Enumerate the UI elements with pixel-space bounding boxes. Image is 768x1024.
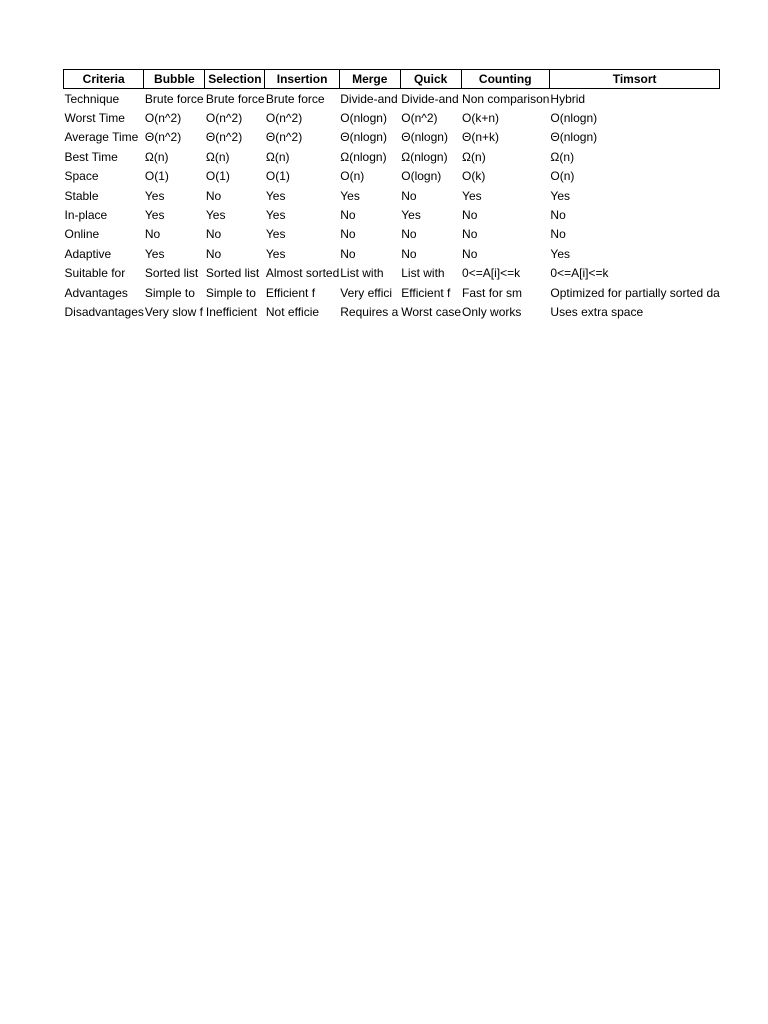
table-cell[interactable]: Yes: [265, 227, 286, 242]
table-cell[interactable]: Θ(n+k): [462, 130, 500, 145]
table-cell[interactable]: No: [550, 208, 566, 223]
table-cell[interactable]: Non comparison: [462, 91, 550, 106]
table-cell[interactable]: Very effici: [340, 285, 393, 300]
table-cell[interactable]: Brute force: [265, 91, 325, 106]
table-cell[interactable]: O(1): [205, 169, 230, 184]
table-row: [64, 128, 720, 147]
column-header-selection[interactable]: Selection: [205, 70, 265, 89]
table-cell[interactable]: Only works: [462, 304, 522, 319]
row-label-cell[interactable]: Stable: [64, 188, 99, 203]
row-label-cell[interactable]: Suitable for: [64, 266, 126, 281]
table-row: [64, 186, 720, 205]
table-cell[interactable]: Efficient f: [401, 285, 451, 300]
table-row: [64, 244, 720, 263]
column-header-bubble[interactable]: Bubble: [144, 70, 205, 89]
table-cell[interactable]: Brute force: [205, 91, 265, 106]
table-cell[interactable]: List with: [401, 266, 445, 281]
table-cell[interactable]: Requires a: [340, 304, 399, 319]
table-cell[interactable]: Yes: [205, 208, 226, 223]
table-cell[interactable]: Ω(n): [550, 149, 575, 164]
table-header-row: [64, 70, 720, 89]
table-cell[interactable]: 0<=A[i]<=k: [550, 266, 609, 281]
table-cell[interactable]: O(n): [550, 169, 575, 184]
table-cell[interactable]: Ω(n): [144, 149, 169, 164]
table-row: [64, 167, 720, 186]
table-cell[interactable]: Inefficient: [205, 304, 258, 319]
row-label-cell[interactable]: Space: [64, 169, 99, 184]
table-cell[interactable]: O(nlogn): [340, 111, 387, 126]
table-row: [64, 205, 720, 224]
table-cell[interactable]: Simple to: [205, 285, 256, 300]
table-cell[interactable]: Yes: [265, 208, 286, 223]
table-cell[interactable]: Θ(n^2): [205, 130, 243, 145]
table-cell[interactable]: Yes: [550, 188, 570, 203]
table-cell[interactable]: O(k): [462, 169, 486, 184]
table-cell[interactable]: O(n^2): [205, 111, 243, 126]
table-cell[interactable]: Uses extra space: [550, 304, 644, 319]
table-cell[interactable]: Θ(nlogn): [401, 130, 448, 145]
table-cell[interactable]: Efficient f: [265, 285, 316, 300]
table-cell[interactable]: Ω(n): [205, 149, 230, 164]
table-cell[interactable]: Divide-and: [340, 91, 398, 106]
table-cell[interactable]: 0<=A[i]<=k: [462, 266, 521, 281]
table-cell[interactable]: Optimized for partially sorted da: [550, 285, 720, 300]
table-cell[interactable]: Yes: [144, 188, 165, 203]
table-cell[interactable]: Ω(n): [265, 149, 290, 164]
row-label-cell[interactable]: In-place: [64, 208, 108, 223]
spreadsheet-area: [63, 69, 720, 322]
table-cell[interactable]: O(1): [265, 169, 290, 184]
table-cell[interactable]: Θ(n^2): [265, 130, 303, 145]
table-cell[interactable]: O(n): [340, 169, 365, 184]
table-cell[interactable]: Not efficie: [265, 304, 320, 319]
table-cell[interactable]: No: [340, 208, 356, 223]
table-cell[interactable]: O(n^2): [265, 111, 303, 126]
table-cell[interactable]: No: [205, 227, 222, 242]
table-cell[interactable]: No: [462, 208, 478, 223]
row-label-cell[interactable]: Worst Time: [64, 111, 125, 126]
table-cell[interactable]: No: [462, 227, 478, 242]
table-cell[interactable]: Yes: [144, 246, 165, 261]
table-cell[interactable]: Almost sorted: [265, 266, 340, 281]
table-row: [64, 108, 720, 127]
table-cell[interactable]: No: [462, 246, 478, 261]
table-cell[interactable]: Fast for sm: [462, 285, 523, 300]
table-cell[interactable]: Ω(nlogn): [340, 149, 387, 164]
table-cell[interactable]: Yes: [144, 208, 165, 223]
row-label-cell[interactable]: Average Time: [64, 130, 139, 145]
column-header-criteria[interactable]: Criteria: [64, 70, 144, 89]
table-cell[interactable]: Yes: [401, 208, 421, 223]
column-header-timsort[interactable]: Timsort: [549, 70, 719, 89]
table-cell[interactable]: Simple to: [144, 285, 195, 300]
row-label-cell[interactable]: Disadvantages: [64, 304, 144, 319]
column-header-quick[interactable]: Quick: [400, 70, 461, 89]
table-cell[interactable]: Θ(nlogn): [340, 130, 387, 145]
row-label-cell[interactable]: Technique: [64, 91, 120, 106]
table-cell[interactable]: No: [550, 227, 566, 242]
table-cell[interactable]: O(n^2): [144, 111, 182, 126]
table-row: [64, 302, 720, 321]
table-cell[interactable]: O(nlogn): [550, 111, 598, 126]
table-cell[interactable]: Yes: [550, 246, 570, 261]
column-header-counting[interactable]: Counting: [461, 70, 549, 89]
table-cell[interactable]: O(k+n): [462, 111, 500, 126]
table-cell[interactable]: Divide-and: [401, 91, 459, 106]
table-cell[interactable]: No: [340, 227, 356, 242]
row-label-cell[interactable]: Advantages: [64, 285, 128, 300]
table-cell[interactable]: Very slow f: [144, 304, 203, 319]
table-cell[interactable]: Yes: [462, 188, 482, 203]
row-label-cell[interactable]: Adaptive: [64, 246, 112, 261]
column-header-merge[interactable]: Merge: [339, 70, 400, 89]
column-header-insertion[interactable]: Insertion: [265, 70, 339, 89]
table-cell[interactable]: Ω(nlogn): [401, 149, 448, 164]
table-cell[interactable]: No: [144, 227, 161, 242]
table-cell[interactable]: No: [340, 246, 356, 261]
row-label-cell[interactable]: Online: [64, 227, 100, 242]
table-cell[interactable]: Θ(n^2): [144, 130, 182, 145]
table-row: [64, 89, 720, 109]
table-cell[interactable]: Sorted list: [144, 266, 199, 281]
row-label-cell[interactable]: Best Time: [64, 149, 118, 164]
table-cell[interactable]: O(logn): [401, 169, 442, 184]
table-cell[interactable]: Yes: [340, 188, 360, 203]
table-cell[interactable]: Brute force: [144, 91, 204, 106]
table-cell[interactable]: No: [401, 188, 417, 203]
table-cell[interactable]: Sorted list: [205, 266, 260, 281]
table-cell[interactable]: List with: [340, 266, 384, 281]
table-cell[interactable]: No: [401, 246, 417, 261]
table-cell[interactable]: Yes: [265, 188, 286, 203]
table-row: [64, 264, 720, 283]
sorting-comparison-table: [63, 69, 720, 322]
table-cell[interactable]: Hybrid: [550, 91, 586, 106]
table-cell[interactable]: No: [205, 188, 222, 203]
table-cell[interactable]: O(1): [144, 169, 169, 184]
table-cell[interactable]: Yes: [265, 246, 286, 261]
table-cell[interactable]: No: [401, 227, 417, 242]
table-cell[interactable]: No: [205, 246, 222, 261]
table-row: [64, 225, 720, 244]
table-cell[interactable]: Ω(n): [462, 149, 486, 164]
table-row: [64, 147, 720, 166]
table-row: [64, 283, 720, 302]
table-cell[interactable]: O(n^2): [401, 111, 438, 126]
table-cell[interactable]: Worst case: [401, 304, 462, 319]
table-cell[interactable]: Θ(nlogn): [550, 130, 598, 145]
